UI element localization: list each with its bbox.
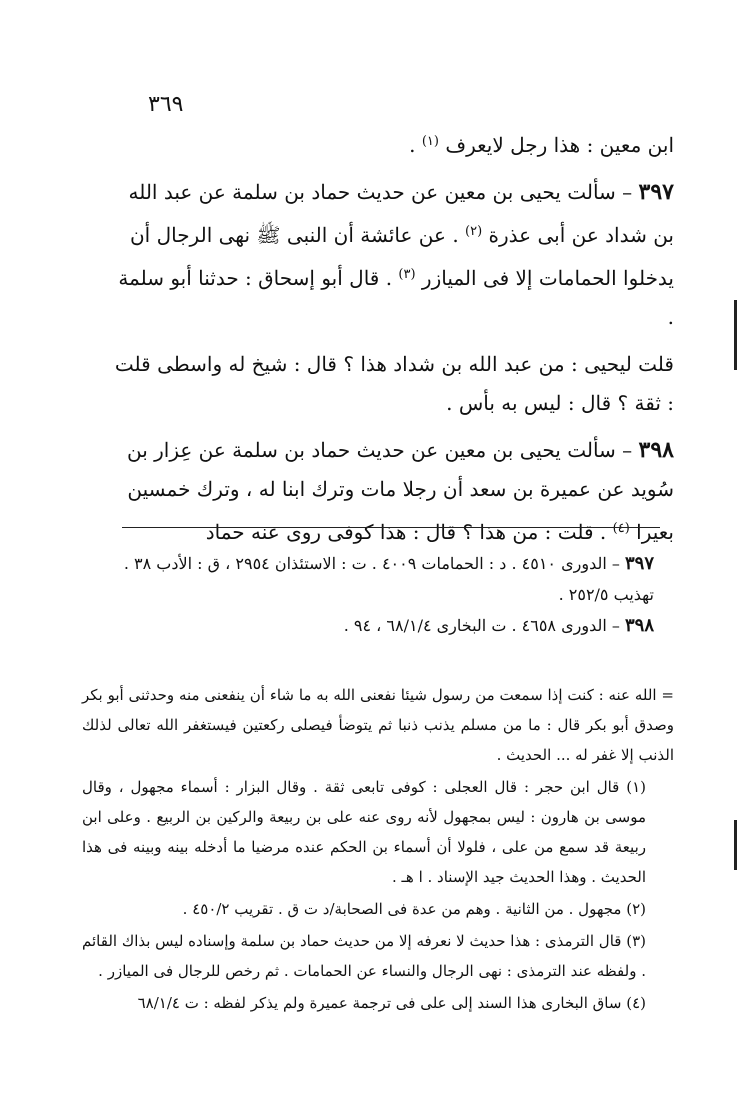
intro-period: . xyxy=(409,133,416,157)
entry-398-text-b: . قلت : من هذا ؟ قال : هذا كوفى روى عنه حماد xyxy=(205,520,607,544)
entry-398-text-a: – سألت يحيى بن معين عن حديث حماد بن سلمة عن عِزار بن سُويد عن عميرة بن سعد أن رجلا مات وترك ابنا له ، وترك خمسين بعيرا xyxy=(126,438,674,544)
footnotes-block xyxy=(82,680,674,1020)
reference-397-text: – الدورى ٤٥١٠ . د : الحمامات ٤٠٠٩ . ت : الاستئذان ٢٩٥٤ ، ق : الأدب ٣٨ . تهذيب ٢٥٢/٥ . xyxy=(123,554,654,604)
footnote-2: (٢) مجهول . من الثانية . وهم من عدة فى الصحابة/د ت ق . تقريب ٤٥٠/٢ . xyxy=(182,900,646,918)
main-text xyxy=(112,122,674,552)
reference-398 xyxy=(112,610,654,641)
question-paragraph: قلت ليحيى : من عبد الله بن شداد هذا ؟ قال : شيخ له واسطى قلت : ثقة ؟ قال : ليس به بأس . xyxy=(114,352,674,415)
intro-text: ابن معين : هذا رجل لايعرف xyxy=(445,133,674,157)
footnote-1: (١) قال ابن حجر : قال العجلى : كوفى تابعى ثقة . وقال البزار : أسماء مجهول ، وقال موسى بن هارون : ليس بمجهول لأنه روى عنه على بن ربيعة والركين بن الربيع . وعلى ابن ربيعة قد سمع من على ، فلولا أن أسماء بن الحكم عنده مرضيا ما أدخله بينه وبينه فى هذا الحديث . وهذا الحديث جيد الإسناد . ا هـ . xyxy=(82,778,646,886)
entry-397-text-c: . قال أبو إسحاق : حدثنا أبو سلمة . xyxy=(118,266,674,329)
footnote-ref-4: (٤) xyxy=(612,521,630,536)
footnote-ref-1: (١) xyxy=(421,134,439,149)
entry-397-number: ٣٩٧ xyxy=(638,179,674,205)
footnote-ref-3: (٣) xyxy=(398,267,416,282)
footnote-ref-2: (٢) xyxy=(465,224,483,239)
intro-line xyxy=(112,122,674,165)
entry-397 xyxy=(112,173,674,337)
footnote-continuation: = الله عنه : كنت إذا سمعت من رسول شيئا نفعنى الله به ما شاء أن ينفعنى منه وحدثنى أبو بكر وصدق أبو بكر قال : ما من مسلم يذنب ذنبا ثم يتوضأ فيصلى ركعتين فيستغفر الله تعالى لذلك الذنب إلا غفر له ... الحديث . xyxy=(82,686,674,764)
entry-397-text-b: . عن عائشة أن النبى ﷺ نهى الرجال أن يدخلوا الحمامات إلا فى الميازر xyxy=(129,223,674,290)
reference-398-number: ٣٩٨ xyxy=(624,615,654,636)
entry-398-number: ٣٩٨ xyxy=(638,437,674,463)
references-block xyxy=(112,548,654,641)
section-divider xyxy=(122,527,660,528)
footnote-4: (٤) ساق البخارى هذا السند إلى على فى ترجمة عميرة ولم يذكر لفظه : ت ٦٨/١/٤ xyxy=(137,994,646,1012)
reference-397-number: ٣٩٧ xyxy=(624,553,654,574)
reference-397 xyxy=(112,548,654,610)
footnote-3: (٣) قال الترمذى : هذا حديث لا نعرفه إلا من حديث حماد بن سلمة وإسناده ليس بذاك القائم . ولفظه عند الترمذى : نهى الرجال والنساء عن الحمامات . ثم رخص للرجال فى الميازر . xyxy=(82,932,646,980)
entry-398 xyxy=(112,431,674,552)
entry-397-text-a: – سألت يحيى بن معين عن حديث حماد بن سلمة عن عبد الله بن شداد عن أبى عذرة xyxy=(128,180,674,247)
page-number: ٣٦٩ xyxy=(148,92,184,117)
reference-398-text: – الدورى ٤٦٥٨ . ت البخارى ٦٨/١/٤ ، ٩٤ . xyxy=(343,616,620,635)
